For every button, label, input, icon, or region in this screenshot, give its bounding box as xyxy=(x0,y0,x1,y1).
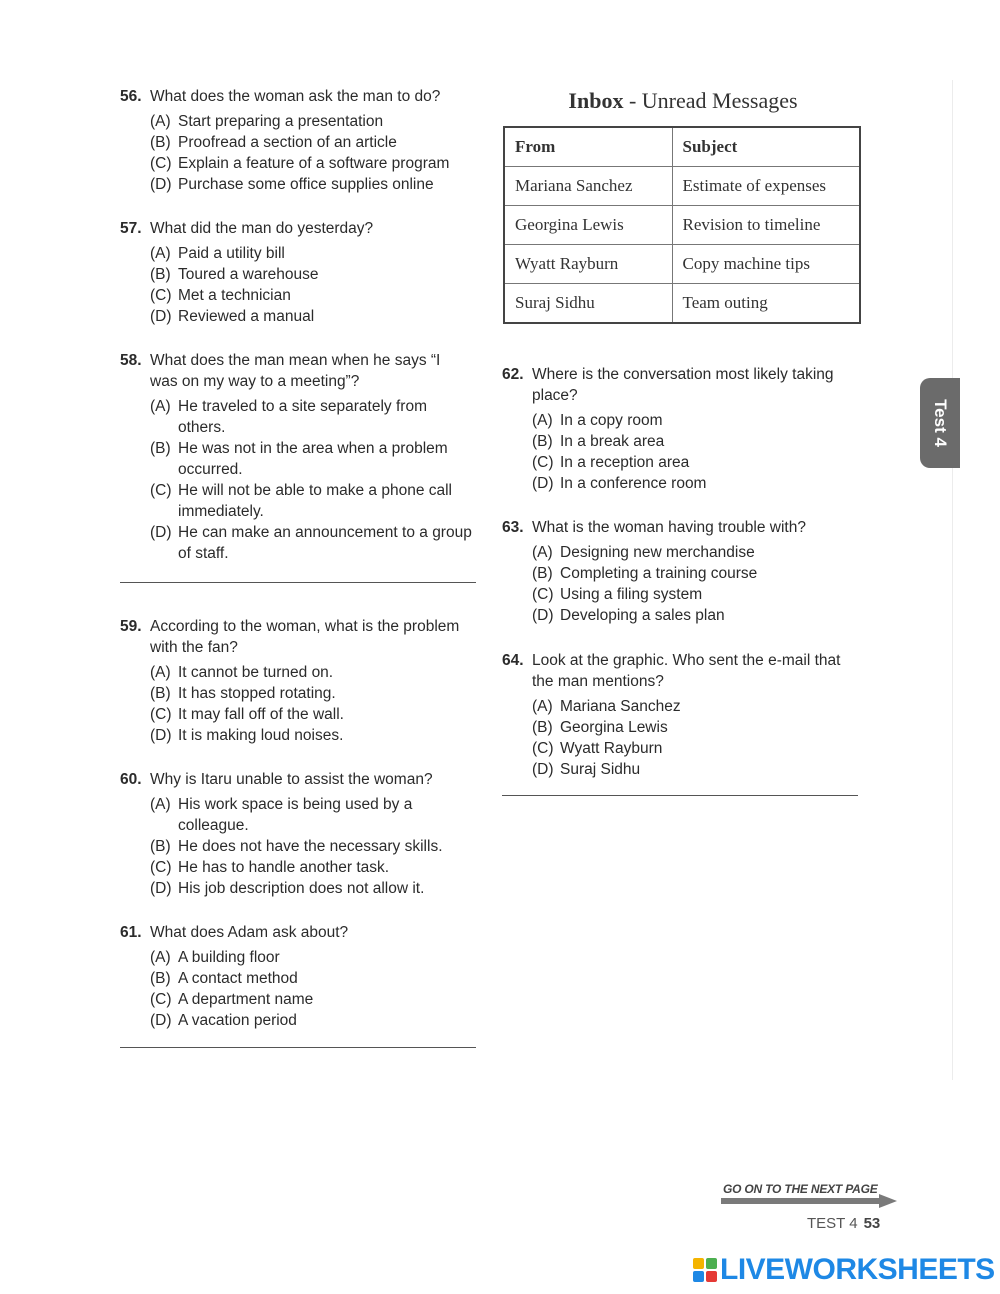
option[interactable]: (A) A building floor xyxy=(150,949,280,966)
option[interactable]: (D) He can make an announcement to a group of staff. xyxy=(150,524,472,562)
question-stem: What does the woman ask the man to do? xyxy=(150,88,441,105)
option[interactable]: (C) He has to handle another task. xyxy=(150,859,390,876)
page-edge-shadow xyxy=(952,80,953,1080)
table-row xyxy=(504,167,860,206)
table-header-row xyxy=(504,127,860,167)
go-on-label: GO ON TO THE NEXT PAGE xyxy=(723,1182,878,1196)
question-61 xyxy=(120,922,480,1031)
question-number: 56. xyxy=(120,88,142,105)
page-footer xyxy=(807,1215,880,1232)
question-number: 63. xyxy=(502,519,524,536)
option[interactable]: (C) In a reception area xyxy=(532,454,690,471)
question-63 xyxy=(502,517,854,626)
question-stem: According to the woman, what is the problem with the fan? xyxy=(150,618,460,656)
question-58 xyxy=(120,350,482,564)
question-number: 57. xyxy=(120,220,142,237)
option[interactable]: (D) A vacation period xyxy=(150,1012,297,1029)
page-number: 53 xyxy=(863,1215,881,1232)
option[interactable]: (D) It is making loud noises. xyxy=(150,727,344,744)
divider xyxy=(120,582,476,583)
option[interactable]: (D) Purchase some office supplies online xyxy=(150,176,434,193)
option[interactable]: (C) He will not be able to make a phone call immediately. xyxy=(150,482,452,520)
table-cell: Team outing xyxy=(672,284,860,324)
table-cell: Copy machine tips xyxy=(672,245,860,284)
question-stem: What did the man do yesterday? xyxy=(150,220,374,237)
option[interactable]: (B) Completing a training course xyxy=(532,565,758,582)
option[interactable]: (B) Proofread a section of an article xyxy=(150,134,397,151)
option[interactable]: (D) His job description does not allow it. xyxy=(150,880,425,897)
table-cell: Georgina Lewis xyxy=(504,206,672,245)
question-number: 58. xyxy=(120,352,142,369)
inbox-table xyxy=(503,126,861,324)
option[interactable]: (C) A department name xyxy=(150,991,314,1008)
question-number: 62. xyxy=(502,366,524,383)
option[interactable]: (A) Start preparing a presentation xyxy=(150,113,384,130)
table-row xyxy=(504,206,860,245)
option[interactable]: (B) He does not have the necessary skills. xyxy=(150,838,443,855)
table-cell: Suraj Sidhu xyxy=(504,284,672,324)
option[interactable]: (B) A contact method xyxy=(150,970,298,987)
option[interactable]: (D) Developing a sales plan xyxy=(532,607,725,624)
question-57 xyxy=(120,218,480,327)
option[interactable]: (C) Wyatt Rayburn xyxy=(532,740,663,757)
option[interactable]: (C) Met a technician xyxy=(150,287,291,304)
question-stem: What is the woman having trouble with? xyxy=(532,519,806,536)
option[interactable]: (B) He was not in the area when a problem occurred. xyxy=(150,440,448,478)
option[interactable]: (B) Georgina Lewis xyxy=(532,719,668,736)
option[interactable]: (C) It may fall off of the wall. xyxy=(150,706,344,723)
option[interactable]: (A) Paid a utility bill xyxy=(150,245,285,262)
question-59 xyxy=(120,616,480,746)
brand-name: LIVEWORKSHEETS xyxy=(720,1253,995,1286)
option[interactable]: (A) Designing new merchandise xyxy=(532,544,755,561)
test-side-tab: Test 4 xyxy=(920,378,960,468)
table-row xyxy=(504,245,860,284)
question-number: 61. xyxy=(120,924,142,941)
question-stem: What does the man mean when he says “I was on my way to a meeting”? xyxy=(150,352,441,390)
table-row xyxy=(504,284,860,324)
option[interactable]: (B) Toured a warehouse xyxy=(150,266,319,283)
brand-grid-icon xyxy=(693,1258,717,1282)
column-header: From xyxy=(504,127,672,167)
liveworksheets-logo[interactable] xyxy=(693,1253,995,1287)
question-number: 59. xyxy=(120,618,142,635)
option[interactable]: (B) In a break area xyxy=(532,433,665,450)
question-stem: Look at the graphic. Who sent the e-mail that the man mentions? xyxy=(532,652,841,690)
question-62 xyxy=(502,364,854,494)
test-label: TEST 4 xyxy=(807,1215,858,1232)
option[interactable]: (D) Suraj Sidhu xyxy=(532,761,641,778)
question-60 xyxy=(120,769,480,899)
question-number: 64. xyxy=(502,652,524,669)
question-56 xyxy=(120,86,480,195)
option[interactable]: (C) Using a filing system xyxy=(532,586,703,603)
question-stem: What does Adam ask about? xyxy=(150,924,349,941)
option[interactable]: (A) It cannot be turned on. xyxy=(150,664,334,681)
option[interactable]: (C) Explain a feature of a software program xyxy=(150,155,450,172)
table-cell: Estimate of expenses xyxy=(672,167,860,206)
inbox-title: Inbox - Unread Messages xyxy=(568,88,798,113)
question-number: 60. xyxy=(120,771,142,788)
arrow-right-icon xyxy=(721,1194,899,1208)
table-cell: Mariana Sanchez xyxy=(504,167,672,206)
option[interactable]: (A) He traveled to a site separately from others. xyxy=(150,398,427,436)
question-stem: Where is the conversation most likely taking place? xyxy=(532,366,834,404)
table-cell: Wyatt Rayburn xyxy=(504,245,672,284)
option[interactable]: (A) Mariana Sanchez xyxy=(532,698,681,715)
option[interactable]: (A) In a copy room xyxy=(532,412,663,429)
question-stem: Why is Itaru unable to assist the woman? xyxy=(150,771,433,788)
table-cell: Revision to timeline xyxy=(672,206,860,245)
column-header: Subject xyxy=(672,127,860,167)
option[interactable]: (A) His work space is being used by a colleague. xyxy=(150,796,413,834)
option[interactable]: (D) Reviewed a manual xyxy=(150,308,315,325)
option[interactable]: (B) It has stopped rotating. xyxy=(150,685,336,702)
divider xyxy=(120,1047,476,1048)
divider xyxy=(502,795,858,796)
option[interactable]: (D) In a conference room xyxy=(532,475,707,492)
question-64 xyxy=(502,650,854,780)
